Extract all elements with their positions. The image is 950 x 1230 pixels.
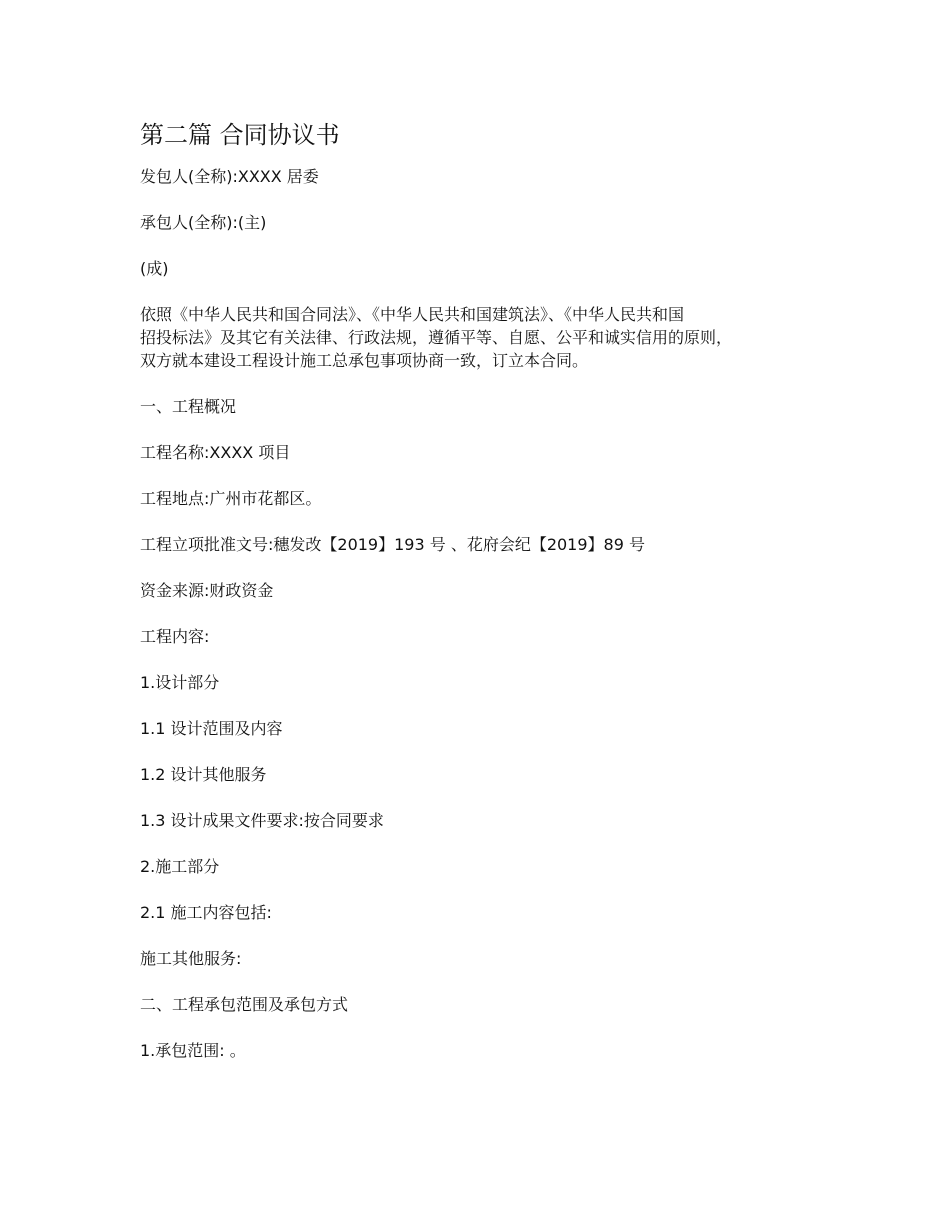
contractor-line: 承包人(全称):(主) — [140, 213, 267, 232]
employer-line: 发包人(全称):XXXX 居委 — [140, 167, 319, 186]
project-location-line: 工程地点:广州市花都区。 — [140, 489, 322, 508]
contract-scope-line: 1.承包范围: 。 — [140, 1041, 246, 1060]
project-content-line: 工程内容: — [140, 627, 210, 646]
construction-part-heading: 2.施工部分 — [140, 857, 220, 876]
member-line: (成) — [140, 259, 169, 278]
funding-source-line: 资金来源:财政资金 — [140, 581, 274, 600]
approval-number-line: 工程立项批准文号:穗发改【2019】193 号 、花府会纪【2019】89 号 — [140, 535, 645, 554]
preamble-line: 招投标法》及其它有关法律、行政法规，遵循平等、自愿、公平和诚实信用的原则， — [140, 328, 733, 347]
construction-content-line: 2.1 施工内容包括: — [140, 903, 272, 922]
project-name-line: 工程名称:XXXX 项目 — [140, 443, 291, 462]
section1-heading: 一、工程概况 — [140, 397, 237, 416]
design-other-services-line: 1.2 设计其他服务 — [140, 765, 267, 784]
design-scope-line: 1.1 设计范围及内容 — [140, 719, 283, 738]
preamble-line: 依照《中华人民共和国合同法》、《中华人民共和国建筑法》、《中华人民共和国 — [140, 305, 685, 324]
document-title: 第二篇 合同协议书 — [140, 121, 340, 149]
design-part-heading: 1.设计部分 — [140, 673, 220, 692]
preamble-paragraph — [140, 303, 810, 372]
design-deliverables-line: 1.3 设计成果文件要求:按合同要求 — [140, 811, 384, 830]
section2-heading: 二、工程承包范围及承包方式 — [140, 995, 349, 1014]
construction-other-services-line: 施工其他服务: — [140, 949, 242, 968]
preamble-line: 双方就本建设工程设计施工总承包事项协商一致，订立本合同。 — [140, 351, 589, 370]
